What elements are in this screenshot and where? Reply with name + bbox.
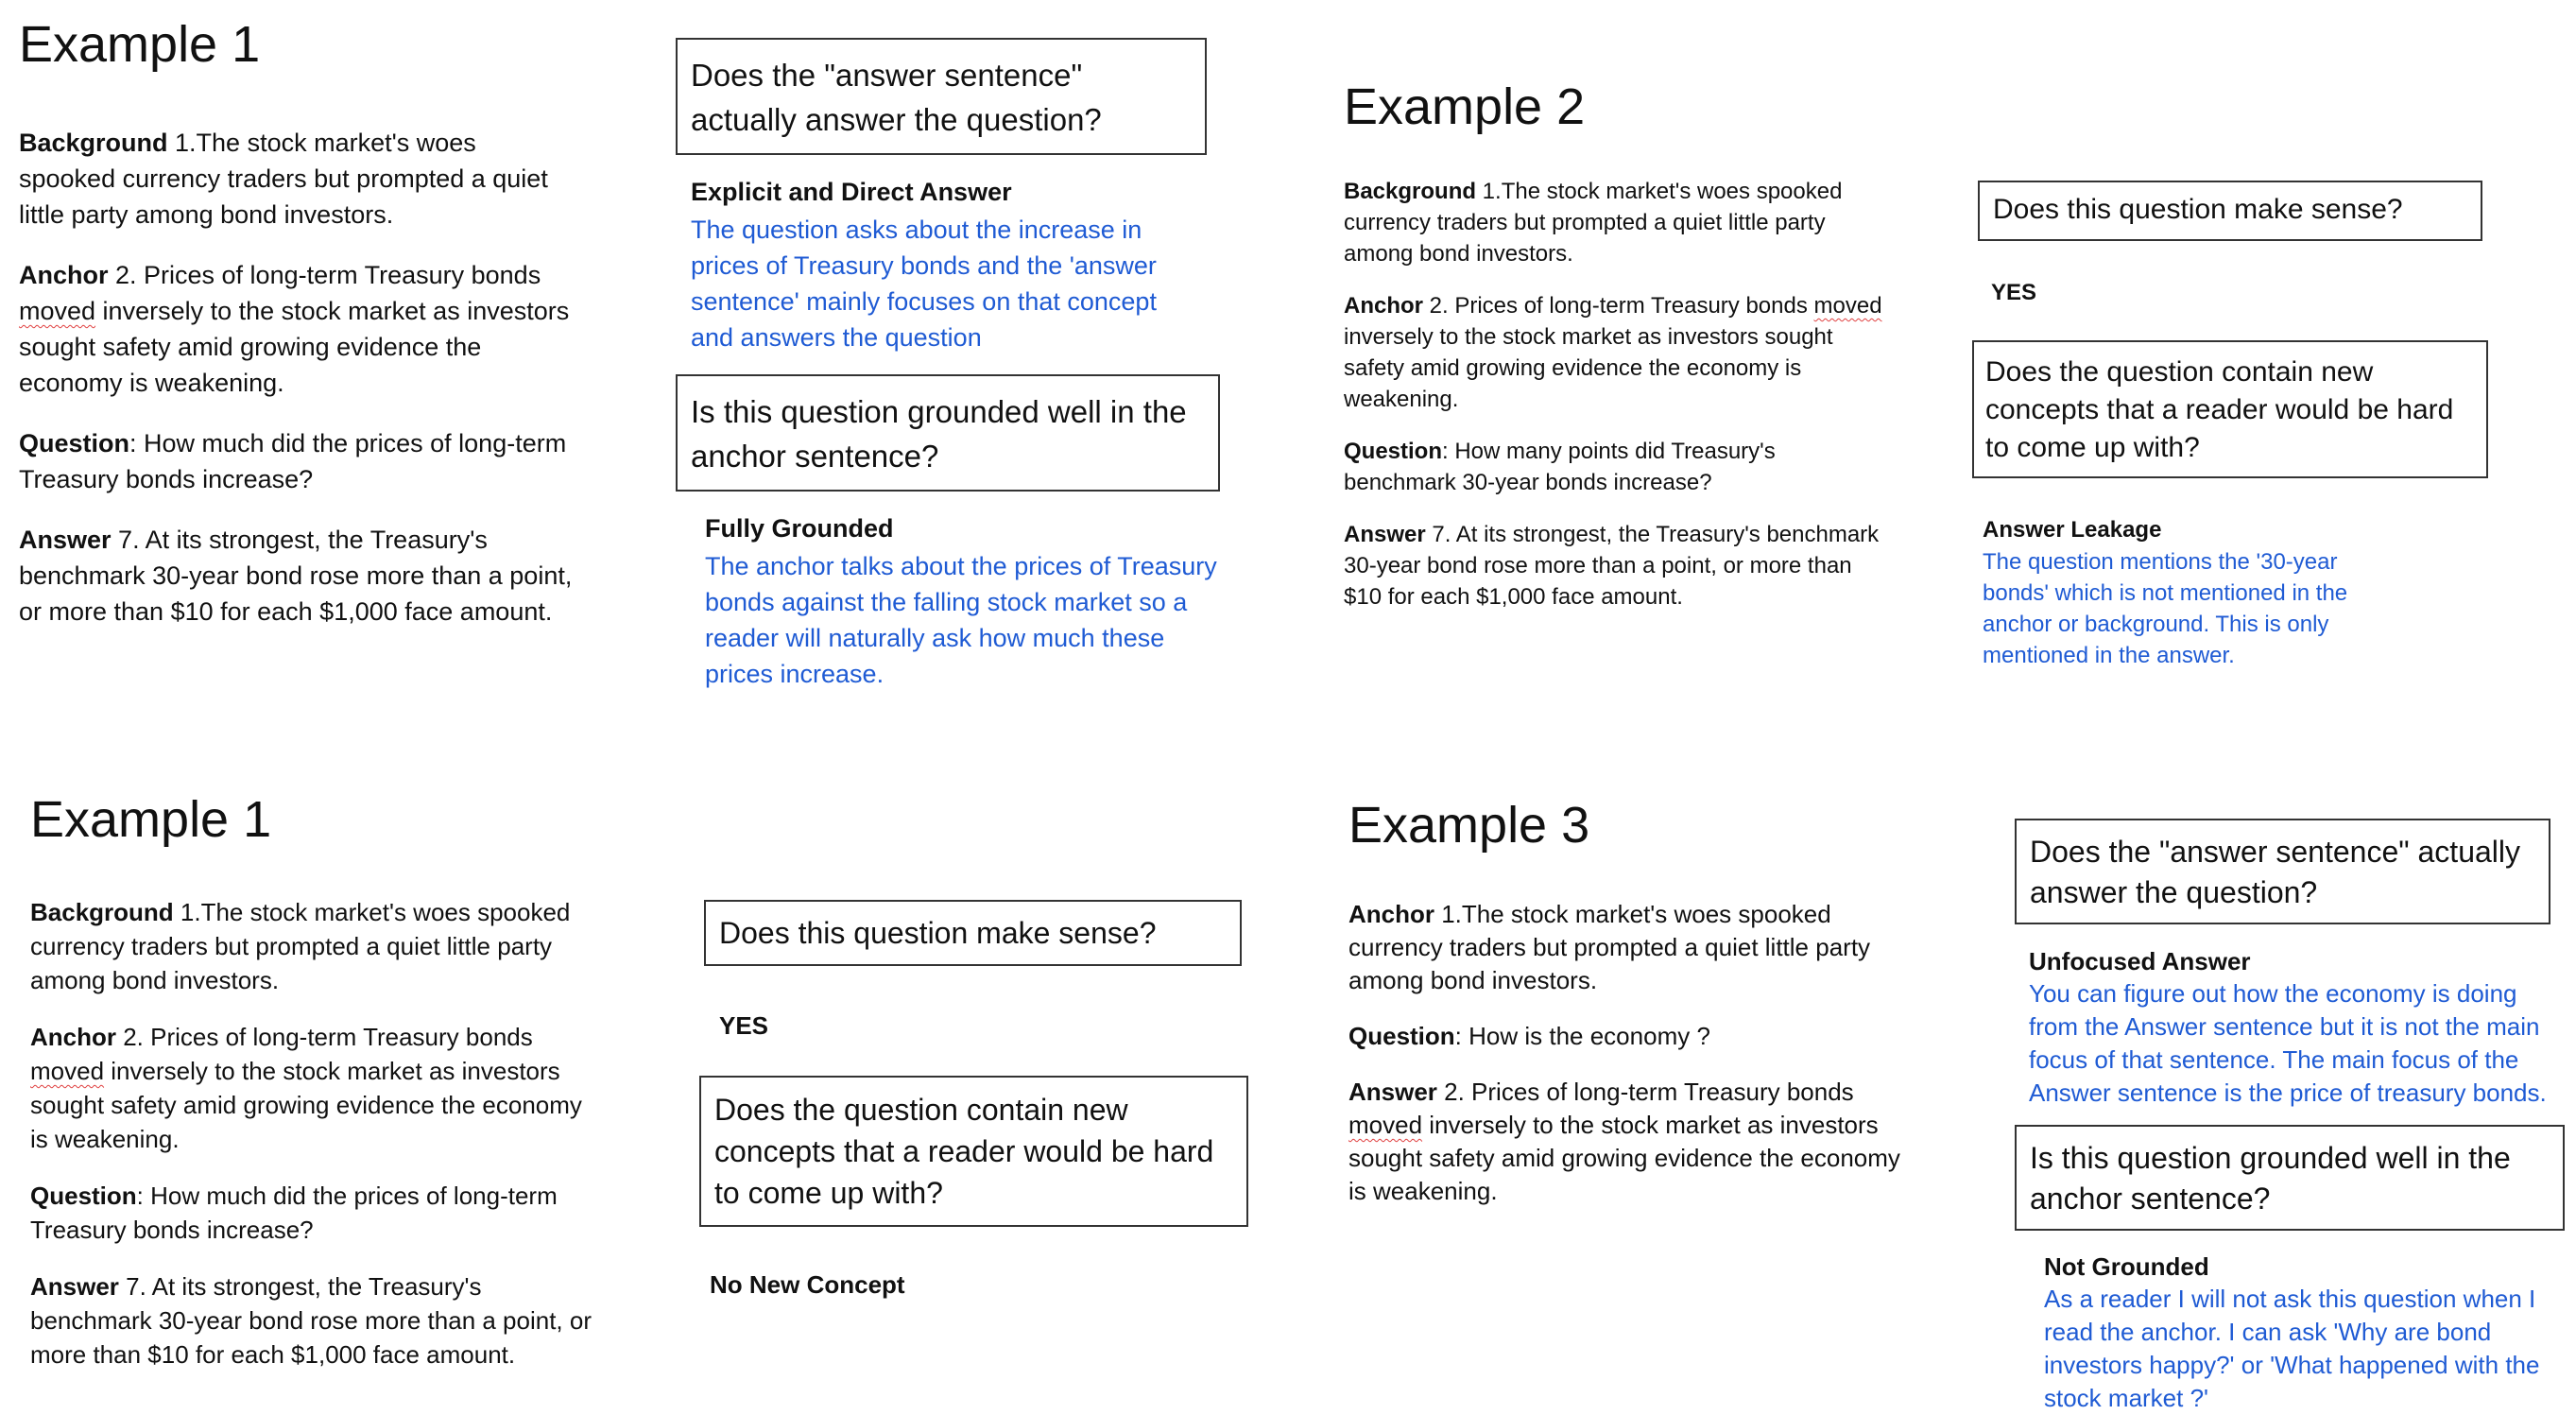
- anchor-paragraph: [1348, 898, 1915, 997]
- anchor-label: Anchor: [1344, 293, 1423, 319]
- rating-yes: YES: [719, 1011, 769, 1040]
- question-text: : How much did the prices of long-term Treasury bonds increase?: [19, 429, 567, 493]
- rating-label: Unfocused Answer: [2029, 947, 2251, 975]
- background-label: Background: [30, 898, 174, 926]
- background-label: Background: [1344, 179, 1477, 204]
- question-label: Question: [1344, 439, 1443, 464]
- spellcheck-word: moved: [1813, 293, 1882, 319]
- background-label: Background: [19, 129, 168, 157]
- criterion-box-grounded: [676, 374, 1220, 492]
- background-paragraph: [19, 125, 576, 233]
- criterion-text: Is this question grounded well in the anchor sentence?: [691, 394, 1187, 474]
- answer-label: Answer: [1348, 1078, 1437, 1106]
- question-text: : How many points did Treasury's benchmark 30-year bonds increase?: [1344, 439, 1776, 495]
- criterion-text: Does this question make sense?: [719, 916, 1157, 950]
- rating-explanation: As a reader I will not ask this question when I read the anchor. I can ask 'Why are bond investors happy?' or 'What happened with the stock market ?': [2044, 1285, 2540, 1412]
- rating-label: Not Grounded: [2044, 1252, 2209, 1281]
- question-label: Question: [19, 429, 130, 457]
- rating-explanation: The question mentions the '30-year bonds' which is not mentioned in the anchor or background. This is only mentioned in the answer.: [1983, 549, 2348, 668]
- rating-yes: YES: [1991, 280, 2037, 305]
- passage: [1344, 176, 1882, 633]
- passage: [1348, 898, 1915, 1231]
- question-text: : How much did the prices of long-term Treasury bonds increase?: [30, 1182, 558, 1244]
- criterion-text: Does this question make sense?: [1993, 194, 2403, 225]
- spellcheck-word: moved: [30, 1057, 105, 1085]
- anchor-text-rest: inversely to the stock market as investors sought safety amid growing evidence the economy is weakening.: [19, 297, 570, 397]
- criterion-box-sense: [1978, 181, 2482, 241]
- spellcheck-word: moved: [1348, 1111, 1423, 1139]
- criterion-text: Does the question contain new concepts that a reader would be hard to come up with?: [714, 1093, 1214, 1210]
- answer-paragraph: [1348, 1076, 1915, 1208]
- answer-text-rest: inversely to the stock market as investors sought safety amid growing evidence the economy is weakening.: [1348, 1111, 1900, 1205]
- question-paragraph: [1348, 1020, 1915, 1053]
- anchor-text: 2. Prices of long-term Treasury bonds: [116, 1023, 533, 1051]
- question-paragraph: [19, 425, 576, 497]
- rating-label: Explicit and Direct Answer: [691, 178, 1012, 206]
- answer-text: 7. At its strongest, the Treasury's benchmark 30-year bond rose more than a point, or more than $10 for each $1,000 face amount.: [19, 526, 573, 626]
- question-label: Question: [1348, 1022, 1455, 1050]
- criterion-text: Does the "answer sentence" actually answer the question?: [691, 58, 1102, 137]
- answer-label: Answer: [1344, 522, 1426, 547]
- criterion-text: Does the question contain new concepts that a reader would be hard to come up with?: [1985, 356, 2454, 463]
- rating-explanation: The anchor talks about the prices of Treasury bonds against the falling stock market so a reader will naturally ask how much these prices increase.: [705, 552, 1217, 688]
- question-text: : How is the economy ?: [1454, 1022, 1710, 1050]
- rating-label: Fully Grounded: [705, 514, 894, 543]
- background-paragraph: [1344, 176, 1882, 269]
- question-paragraph: [1344, 436, 1882, 498]
- question-label: Question: [30, 1182, 137, 1210]
- criterion-box-answer: [676, 38, 1207, 155]
- criterion-box-new-concepts: [699, 1076, 1248, 1227]
- rating-explanation: You can figure out how the economy is doing from the Answer sentence but it is not the main focus of that sentence. The main focus of the Answer sentence is the price of treasury bonds.: [2029, 979, 2547, 1107]
- anchor-label: Anchor: [1348, 900, 1434, 928]
- anchor-paragraph: [30, 1020, 597, 1156]
- criterion-text: Is this question grounded well in the anchor sentence?: [2030, 1141, 2511, 1216]
- answer-text: 7. At its strongest, the Treasury's benchmark 30-year bond rose more than a point, or more than $10 for each $1,000 face amount.: [30, 1272, 592, 1369]
- anchor-text: 2. Prices of long-term Treasury bonds: [1423, 293, 1814, 319]
- passage: [30, 895, 597, 1394]
- criterion-box-sense: [704, 900, 1242, 966]
- background-text: 1.The stock market's woes spooked currency traders but prompted a quiet little party among bond investors.: [30, 898, 571, 994]
- question-paragraph: [30, 1179, 597, 1247]
- anchor-text-rest: inversely to the stock market as investors sought safety amid growing evidence the economy is weakening.: [30, 1057, 582, 1153]
- answer-paragraph: [19, 522, 576, 630]
- background-text: 1.The stock market's woes spooked currency traders but prompted a quiet little party among bond investors.: [19, 129, 548, 229]
- answer-text: 7. At its strongest, the Treasury's benchmark 30-year bond rose more than a point, or more than $10 for each $1,000 face amount.: [1344, 522, 1880, 610]
- example-title: Example 3: [1348, 797, 1590, 854]
- spellcheck-word: moved: [19, 297, 96, 325]
- anchor-label: Anchor: [30, 1023, 116, 1051]
- anchor-label: Anchor: [19, 261, 109, 289]
- answer-paragraph: [30, 1269, 597, 1372]
- rating-label: No New Concept: [710, 1270, 905, 1299]
- answer-label: Answer: [19, 526, 112, 554]
- criterion-box-answer: [2015, 819, 2550, 924]
- passage: [19, 125, 576, 654]
- example-title: Example 1: [30, 791, 272, 848]
- anchor-text: 1.The stock market's woes spooked currency traders but prompted a quiet little party among bond investors.: [1348, 900, 1871, 994]
- background-paragraph: [30, 895, 597, 997]
- background-text: 1.The stock market's woes spooked currency traders but prompted a quiet little party among bond investors.: [1344, 179, 1843, 267]
- example-title: Example 1: [19, 16, 261, 73]
- criterion-box-new-concepts: [1972, 340, 2488, 478]
- criterion-text: Does the "answer sentence" actually answer the question?: [2030, 835, 2520, 909]
- answer-text: 2. Prices of long-term Treasury bonds: [1436, 1078, 1854, 1106]
- anchor-text-rest: inversely to the stock market as investors sought safety amid growing evidence the economy is weakening.: [1344, 324, 1833, 412]
- anchor-text: 2. Prices of long-term Treasury bonds: [108, 261, 541, 289]
- criterion-box-grounded: [2015, 1125, 2565, 1231]
- rating-label: Answer Leakage: [1983, 517, 2162, 543]
- answer-label: Answer: [30, 1272, 119, 1301]
- anchor-paragraph: [19, 257, 576, 401]
- example-title: Example 2: [1344, 78, 1586, 135]
- answer-paragraph: [1344, 519, 1882, 613]
- rating-explanation: The question asks about the increase in prices of Treasury bonds and the 'answer sentence' mainly focuses on that concept and answers the question: [691, 216, 1157, 352]
- anchor-paragraph: [1344, 290, 1882, 415]
